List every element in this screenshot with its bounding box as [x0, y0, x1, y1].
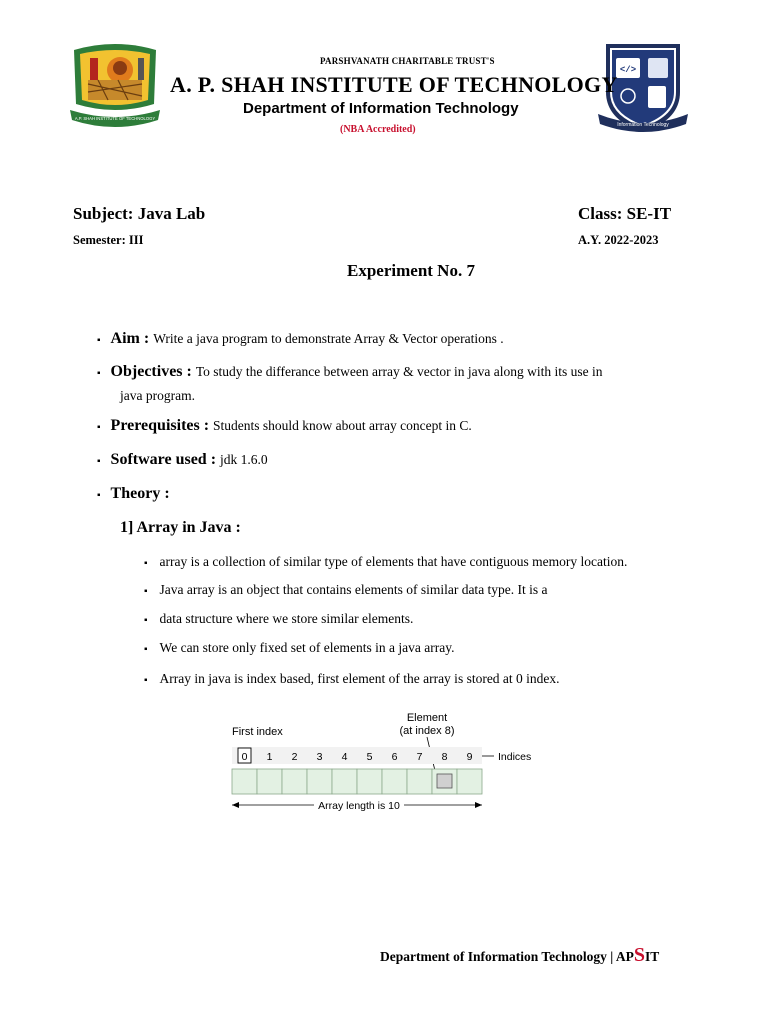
- experiment-title: Experiment No. 7: [347, 261, 475, 280]
- index-label: 9: [466, 751, 473, 763]
- prerequisites-label: Prerequisites :: [110, 417, 210, 434]
- bullet: ▪: [97, 490, 101, 501]
- length-arrow-left: [232, 802, 239, 808]
- array-cell: [232, 769, 257, 794]
- aim-label: Aim :: [110, 330, 150, 347]
- array-cell: [382, 769, 407, 794]
- academic-year-label: A.Y. 2022-2023: [578, 233, 659, 247]
- array-cell: [357, 769, 382, 794]
- array-cell: [332, 769, 357, 794]
- institute-name: A. P. SHAH INSTITUTE OF TECHNOLOGY: [170, 72, 618, 97]
- department-name: Department of Information Technology: [243, 100, 519, 117]
- footer-text: Department of Information Technology | AP: [380, 949, 634, 964]
- index-label: 5: [366, 751, 373, 763]
- theory-item: [97, 485, 170, 503]
- index-label: 7: [416, 751, 423, 763]
- bullet: ▪: [144, 675, 148, 686]
- bullet: ▪: [97, 368, 101, 379]
- bullet: ▪: [144, 586, 148, 597]
- list-item-text: Java array is an object that contains elements of similar data type. It is a: [159, 582, 548, 597]
- objectives-item: [97, 363, 603, 381]
- array-cell: [307, 769, 332, 794]
- footer-logo-letter: S: [633, 944, 645, 966]
- index-label: 0: [241, 751, 248, 763]
- array-cell: [457, 769, 482, 794]
- array-length-label: Array length is 10: [318, 800, 400, 812]
- subject-label: Subject: Java Lab: [73, 204, 206, 223]
- indices-label: Indices: [498, 751, 532, 763]
- software-item: [97, 451, 268, 469]
- list-item-text: Array in java is index based, first element of the array is stored at 0 index.: [159, 671, 560, 686]
- bullet: ▪: [144, 644, 148, 655]
- objectives-label: Objectives :: [110, 363, 192, 380]
- trust-name: PARSHVANATH CHARITABLE TRUST'S: [320, 56, 495, 66]
- footer-text-end: IT: [644, 949, 660, 964]
- bullet: ▪: [97, 335, 101, 346]
- index-label: 6: [391, 751, 398, 763]
- prerequisites-text: Students should know about array concept in C.: [213, 418, 472, 433]
- array-diagram: [224, 706, 544, 822]
- index-label: 1: [266, 751, 273, 763]
- index-label: 2: [291, 751, 298, 763]
- array-section-heading: 1] Array in Java :: [120, 519, 241, 536]
- semester-label: Semester: III: [73, 233, 144, 247]
- objectives-text: To study the differance between array & vector in java along with its use in: [195, 364, 603, 379]
- index-label: 8: [441, 751, 448, 763]
- array-cell: [282, 769, 307, 794]
- list-item-text: We can store only fixed set of elements in a java array.: [159, 640, 455, 655]
- software-text: jdk 1.6.0: [220, 452, 268, 467]
- list-item: [144, 553, 627, 571]
- objectives-text-continued: java program.: [120, 388, 195, 403]
- list-item-text: data structure where we store similar elements.: [159, 611, 414, 626]
- highlighted-element: [437, 774, 452, 788]
- array-cell: [257, 769, 282, 794]
- software-label: Software used :: [110, 451, 217, 468]
- prerequisites-item: [97, 417, 472, 435]
- accreditation-badge: (NBA Accredited): [340, 124, 416, 135]
- logo-left-caption: A.P. SHAH INSTITUTE OF TECHNOLOGY: [74, 116, 156, 121]
- logo-right-caption: Information Technology: [617, 122, 669, 128]
- bullet: ▪: [144, 558, 148, 569]
- index-label: 3: [316, 751, 323, 763]
- list-item: [144, 581, 548, 599]
- index-label: 4: [341, 751, 348, 763]
- first-index-label: First index: [232, 726, 283, 738]
- institute-emblem-logo: [68, 44, 162, 132]
- aim-item: [97, 330, 504, 348]
- element-label-line2: (at index 8): [399, 725, 455, 737]
- bullet: ▪: [97, 422, 101, 433]
- list-item-text: array is a collection of similar type of elements that have contiguous memory location.: [159, 554, 628, 569]
- list-item: [144, 639, 454, 657]
- list-item: [144, 670, 560, 688]
- theory-label: Theory :: [110, 485, 170, 502]
- bullet: ▪: [144, 615, 148, 626]
- svg-text:</>: </>: [619, 65, 637, 75]
- class-label: Class: SE-IT: [578, 204, 672, 223]
- element-label-line1: Element: [406, 712, 448, 724]
- aim-text: Write a java program to demonstrate Array & Vector operations .: [153, 331, 504, 346]
- length-arrow-right: [475, 802, 482, 808]
- array-cell: [407, 769, 432, 794]
- footer: [380, 944, 659, 967]
- list-item: [144, 610, 413, 628]
- bullet: ▪: [97, 456, 101, 467]
